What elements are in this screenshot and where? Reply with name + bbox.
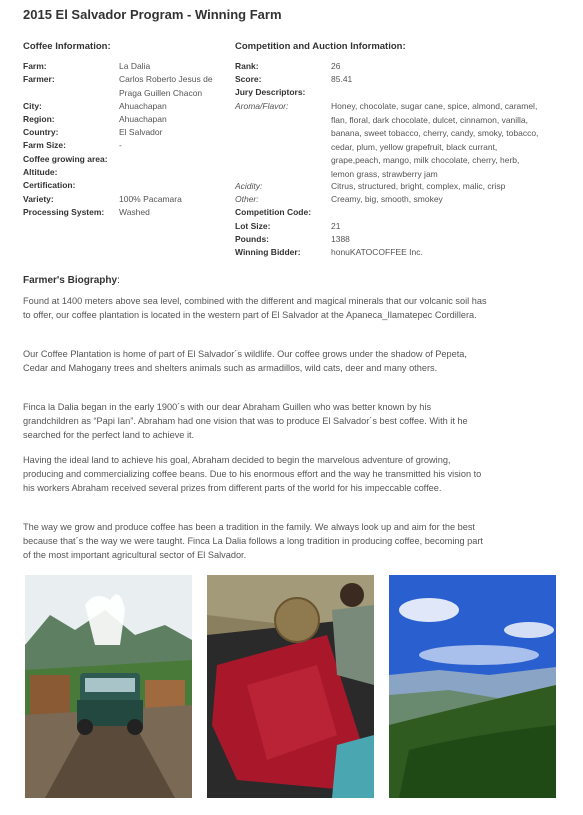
coffee-info-row	[23, 139, 122, 153]
field-value: El Salvador	[119, 127, 163, 137]
field-label: Country:	[23, 127, 59, 137]
field-label: Region:	[23, 114, 55, 124]
farmer-with-coffee-cherries-photo	[207, 575, 374, 798]
pounds-value: 1388	[331, 234, 350, 244]
biography-paragraph: Our Coffee Plantation is home of part of El Salvador´s wildlife. Our coffee grows under the shadow of Pepeta, Cedar and Mahogany trees and shelters animals such as armadillos, wild cats, deer and many others.	[23, 349, 467, 373]
field-value: Ahuachapan	[119, 114, 167, 124]
competition-row	[235, 233, 350, 247]
competition-row	[235, 86, 305, 100]
field-value: 100% Pacamara	[119, 194, 182, 204]
biography-paragraph: Having the ideal land to achieve his goal, Abraham decided to begin the marvelous adventure of growing, producing and commercializing coffee beans. Due to his enormous effort and the way he transmitted his vision to his workers Abraham received several prizes from different parts of the world for his impeccable coffee.	[23, 455, 482, 493]
competition-heading: Competition and Auction Information:	[235, 41, 406, 52]
winning-bidder-value: honuKATOCOFFEE Inc.	[331, 247, 423, 257]
field-label: Rank:	[235, 61, 259, 71]
coffee-info-heading: Coffee Information:	[23, 41, 111, 52]
competition-row	[235, 100, 543, 181]
competition-row	[235, 180, 505, 194]
biography-heading: Farmer's Biography:	[23, 275, 120, 286]
acidity-value: Citrus, structured, bright, complex, malic, crisp	[331, 181, 506, 191]
competition-row	[235, 206, 331, 220]
biography-paragraph: Found at 1400 meters above sea level, combined with the different and magical minerals that our volcanic soil has to offer, our coffee plantation is located in the western part of El Salvador at the Apaneca_Ilamatepec Cordillera.	[23, 296, 487, 320]
biography-paragraph: Finca la Dalia began in the early 1900´s with our dear Abraham Guillen who was better known by his grandchildren as “Papi Ian”. Abraham had one vision that was to produce El Salvador´s best coffee. With it he searched for the perfect land to achieve it.	[23, 402, 468, 440]
aroma-value: Honey, chocolate, sugar cane, spice, almond, caramel, flan, floral, dark chocolate, dulcet, cinnamon, vanilla, banana, sweet tobacco, cherry, candy, smoky, tobacco, cedar, plum, yellow grapefruit, black currant, grape,peach, mango, milk chocolate, cherry, herb, lemon grass, strawberry jam	[331, 101, 539, 179]
field-value: Carlos Roberto Jesus de Praga Guillen Chacon	[119, 74, 213, 98]
field-label: Certification:	[23, 180, 76, 190]
field-label: Variety:	[23, 194, 54, 204]
field-label: Farmer:	[23, 74, 55, 84]
field-label: Jury Descriptors:	[235, 87, 306, 97]
field-label: Winning Bidder:	[235, 247, 301, 257]
field-label: Lot Size:	[235, 221, 271, 231]
field-label: Farm Size:	[23, 140, 66, 150]
field-value: -	[119, 140, 122, 150]
competition-row	[235, 193, 443, 207]
field-label: Acidity:	[235, 181, 263, 191]
field-value: La Dalia	[119, 61, 151, 71]
competition-row	[235, 246, 423, 260]
coffee-info-row	[23, 179, 119, 193]
coffee-info-row	[23, 153, 119, 167]
coffee-info-row	[23, 73, 221, 100]
field-value: Ahuachapan	[119, 101, 167, 111]
coffee-info-row	[23, 60, 150, 74]
mountain-landscape-photo	[389, 575, 556, 798]
field-label: Coffee growing area:	[23, 154, 108, 164]
field-label: Farm:	[23, 61, 47, 71]
competition-row	[235, 220, 340, 234]
field-label: Score:	[235, 74, 262, 84]
coffee-info-row	[23, 100, 167, 114]
competition-row	[235, 60, 340, 74]
coffee-info-row	[23, 193, 182, 207]
coffee-info-row	[23, 126, 162, 140]
rank-value: 26	[331, 61, 341, 71]
field-label: City:	[23, 101, 42, 111]
page-title: 2015 El Salvador Program - Winning Farm	[23, 7, 282, 22]
field-label: Other:	[235, 194, 259, 204]
competition-row	[235, 73, 352, 87]
lot-size-value: 21	[331, 221, 341, 231]
coffee-info-row	[23, 166, 119, 180]
field-label: Competition Code:	[235, 207, 312, 217]
field-label: Processing System:	[23, 207, 105, 217]
field-label: Aroma/Flavor:	[235, 101, 289, 111]
field-label: Altitude:	[23, 167, 58, 177]
jeep-on-dirt-road-photo	[25, 575, 192, 798]
score-value: 85.41	[331, 74, 353, 84]
field-value: Washed	[119, 207, 150, 217]
other-value: Creamy, big, smooth, smokey	[331, 194, 443, 204]
biography-paragraph: The way we grow and produce coffee has been a tradition in the family. We always look up and aim for the best because that´s the way we were taught. Finca La Dalia follows a long tradition in producing coffee, becoming part of the most important agricultural sector of El Salvador.	[23, 522, 483, 560]
coffee-info-row	[23, 206, 150, 220]
coffee-info-row	[23, 113, 167, 127]
field-label: Pounds:	[235, 234, 269, 244]
